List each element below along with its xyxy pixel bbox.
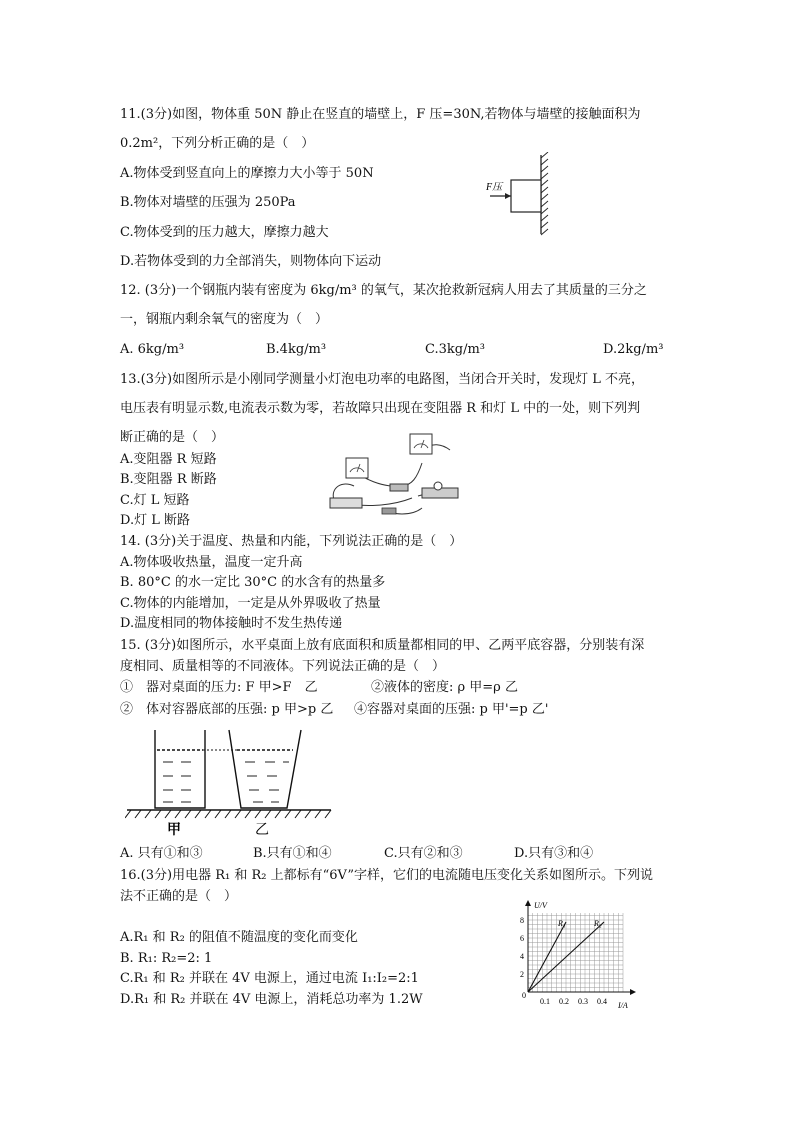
q11-stem-line2: 0.2m²，下列分析正确的是（ ） (120, 136, 315, 151)
q16-option-a: A.R₁ 和 R₂ 的阻值不随温度的变化而变化 (120, 930, 358, 945)
q13-stem-line1: 13.(3分)如图所示是小刚同学测量小灯泡电功率的电路图，当闭合开关时，发现灯 L 不亮， (120, 372, 644, 387)
q15-option-c: C.只有②和③ (384, 846, 463, 861)
q16-option-c: C.R₁ 和 R₂ 并联在 4V 电源上，通过电流 I₁:I₂=2:1 (120, 971, 419, 986)
q15-option-b: B.只有①和④ (253, 846, 332, 861)
q16-xtick: 0.3 (578, 997, 588, 1006)
q13-stem-line2: 电压表有明显示数,电流表示数为零，若故障只出现在变阻器 R 和灯 L 中的一处，则下列判 (120, 401, 641, 416)
q12-option-c: C.3kg/m³ (425, 342, 486, 357)
q14-option-a: A.物体吸收热量，温度一定升高 (120, 555, 303, 570)
q15-stem-line1: 15. (3分)如图所示，水平桌面上放有底面积和质量都相同的甲、乙两平底容器，分别装有深 (120, 638, 645, 653)
q15-option-a: A. 只有①和③ (120, 846, 203, 861)
q15-statement-4: ④容器对桌面的压强: p 甲'=p 乙' (354, 702, 549, 717)
q13-option-c: C.灯 L 短路 (120, 493, 190, 508)
q16-r1-label: R₁ (558, 919, 566, 928)
q15-label-yi: 乙 (255, 823, 269, 838)
q16-ytick: 4 (520, 952, 524, 961)
q15-statement-3: ② 体对容器底部的压强: p 甲>p 乙 (120, 702, 334, 717)
q16-origin: 0 (522, 991, 526, 1000)
q15-statement-2: ②液体的密度: ρ 甲=ρ 乙 (371, 680, 518, 695)
q13-option-d: D.灯 L 断路 (120, 513, 190, 528)
q16-stem-line2: 法不正确的是（ ） (120, 889, 238, 904)
q16-xlabel: I/A (618, 1001, 628, 1010)
q16-option-d: D.R₁ 和 R₂ 并联在 4V 电源上，消耗总功率为 1.2W (120, 992, 423, 1007)
q11-wall-block-figure (478, 152, 558, 237)
q11-option-a: A.物体受到竖直向上的摩擦力大小等于 50N (120, 166, 374, 181)
q16-ylabel: U/V (534, 901, 547, 910)
q16-option-b: B. R₁: R₂=2: 1 (120, 951, 213, 966)
q16-r2-label: R₂ (594, 919, 602, 928)
q16-xtick: 0.2 (559, 997, 569, 1006)
q15-containers-figure (125, 726, 335, 838)
q14-option-c: C.物体的内能增加，一定是从外界吸收了热量 (120, 596, 381, 611)
q12-option-a: A. 6kg/m³ (120, 342, 185, 357)
q13-option-a: A.变阻器 R 短路 (120, 452, 217, 467)
q11-option-c: C.物体受到的压力越大，摩擦力越大 (120, 225, 329, 240)
q16-ytick: 8 (520, 916, 524, 925)
q13-option-b: B.变阻器 R 断路 (120, 472, 217, 487)
q16-stem-line1: 16.(3分)用电器 R₁ 和 R₂ 上都标有“6V”字样，它们的电流随电压变化关系如图所示。下列说 (120, 868, 654, 883)
q15-label-jia: 甲 (167, 823, 181, 838)
q12-option-d: D.2kg/m³ (603, 342, 664, 357)
q13-stem-line3: 断正确的是（ ） (120, 430, 225, 445)
q15-statement-1: ① 器对桌面的压力: F 甲>F 乙 (120, 680, 318, 695)
q12-stem-line1: 12. (3分)一个钢瓶内装有密度为 6kg/m³ 的氧气，某次抢救新冠病人用去了其质量的三分之 (120, 283, 647, 298)
q11-force-label: F压 (486, 182, 503, 193)
q12-option-b: B.4kg/m³ (266, 342, 327, 357)
q11-option-b: B.物体对墙壁的压强为 250Pa (120, 195, 296, 210)
q13-circuit-figure (322, 428, 470, 520)
q16-xtick: 0.4 (597, 997, 607, 1006)
q14-stem: 14. (3分)关于温度、热量和内能，下列说法正确的是（ ） (120, 534, 463, 549)
q16-ytick: 2 (520, 970, 524, 979)
q14-option-d: D.温度相同的物体接触时不发生热传递 (120, 616, 343, 631)
q14-option-b: B. 80°C 的水一定比 30°C 的水含有的热量多 (120, 575, 386, 590)
q16-grid (528, 913, 623, 992)
q16-graph-figure (508, 898, 648, 1010)
q11-stem-line1: 11.(3分)如图，物体重 50N 静止在竖直的墙壁上，F 压=30N,若物体与墙壁的接触面积为 (120, 107, 641, 122)
q15-stem-line2: 度相同、质量相等的不同液体。下列说法正确的是（ ） (120, 659, 446, 674)
q12-stem-line2: 一，钢瓶内剩余氧气的密度为（ ） (120, 312, 329, 327)
q16-ytick: 6 (520, 934, 524, 943)
q15-option-d: D.只有③和④ (514, 846, 594, 861)
q16-xtick: 0.1 (540, 997, 550, 1006)
q11-option-d: D.若物体受到的力全部消失，则物体向下运动 (120, 254, 382, 269)
